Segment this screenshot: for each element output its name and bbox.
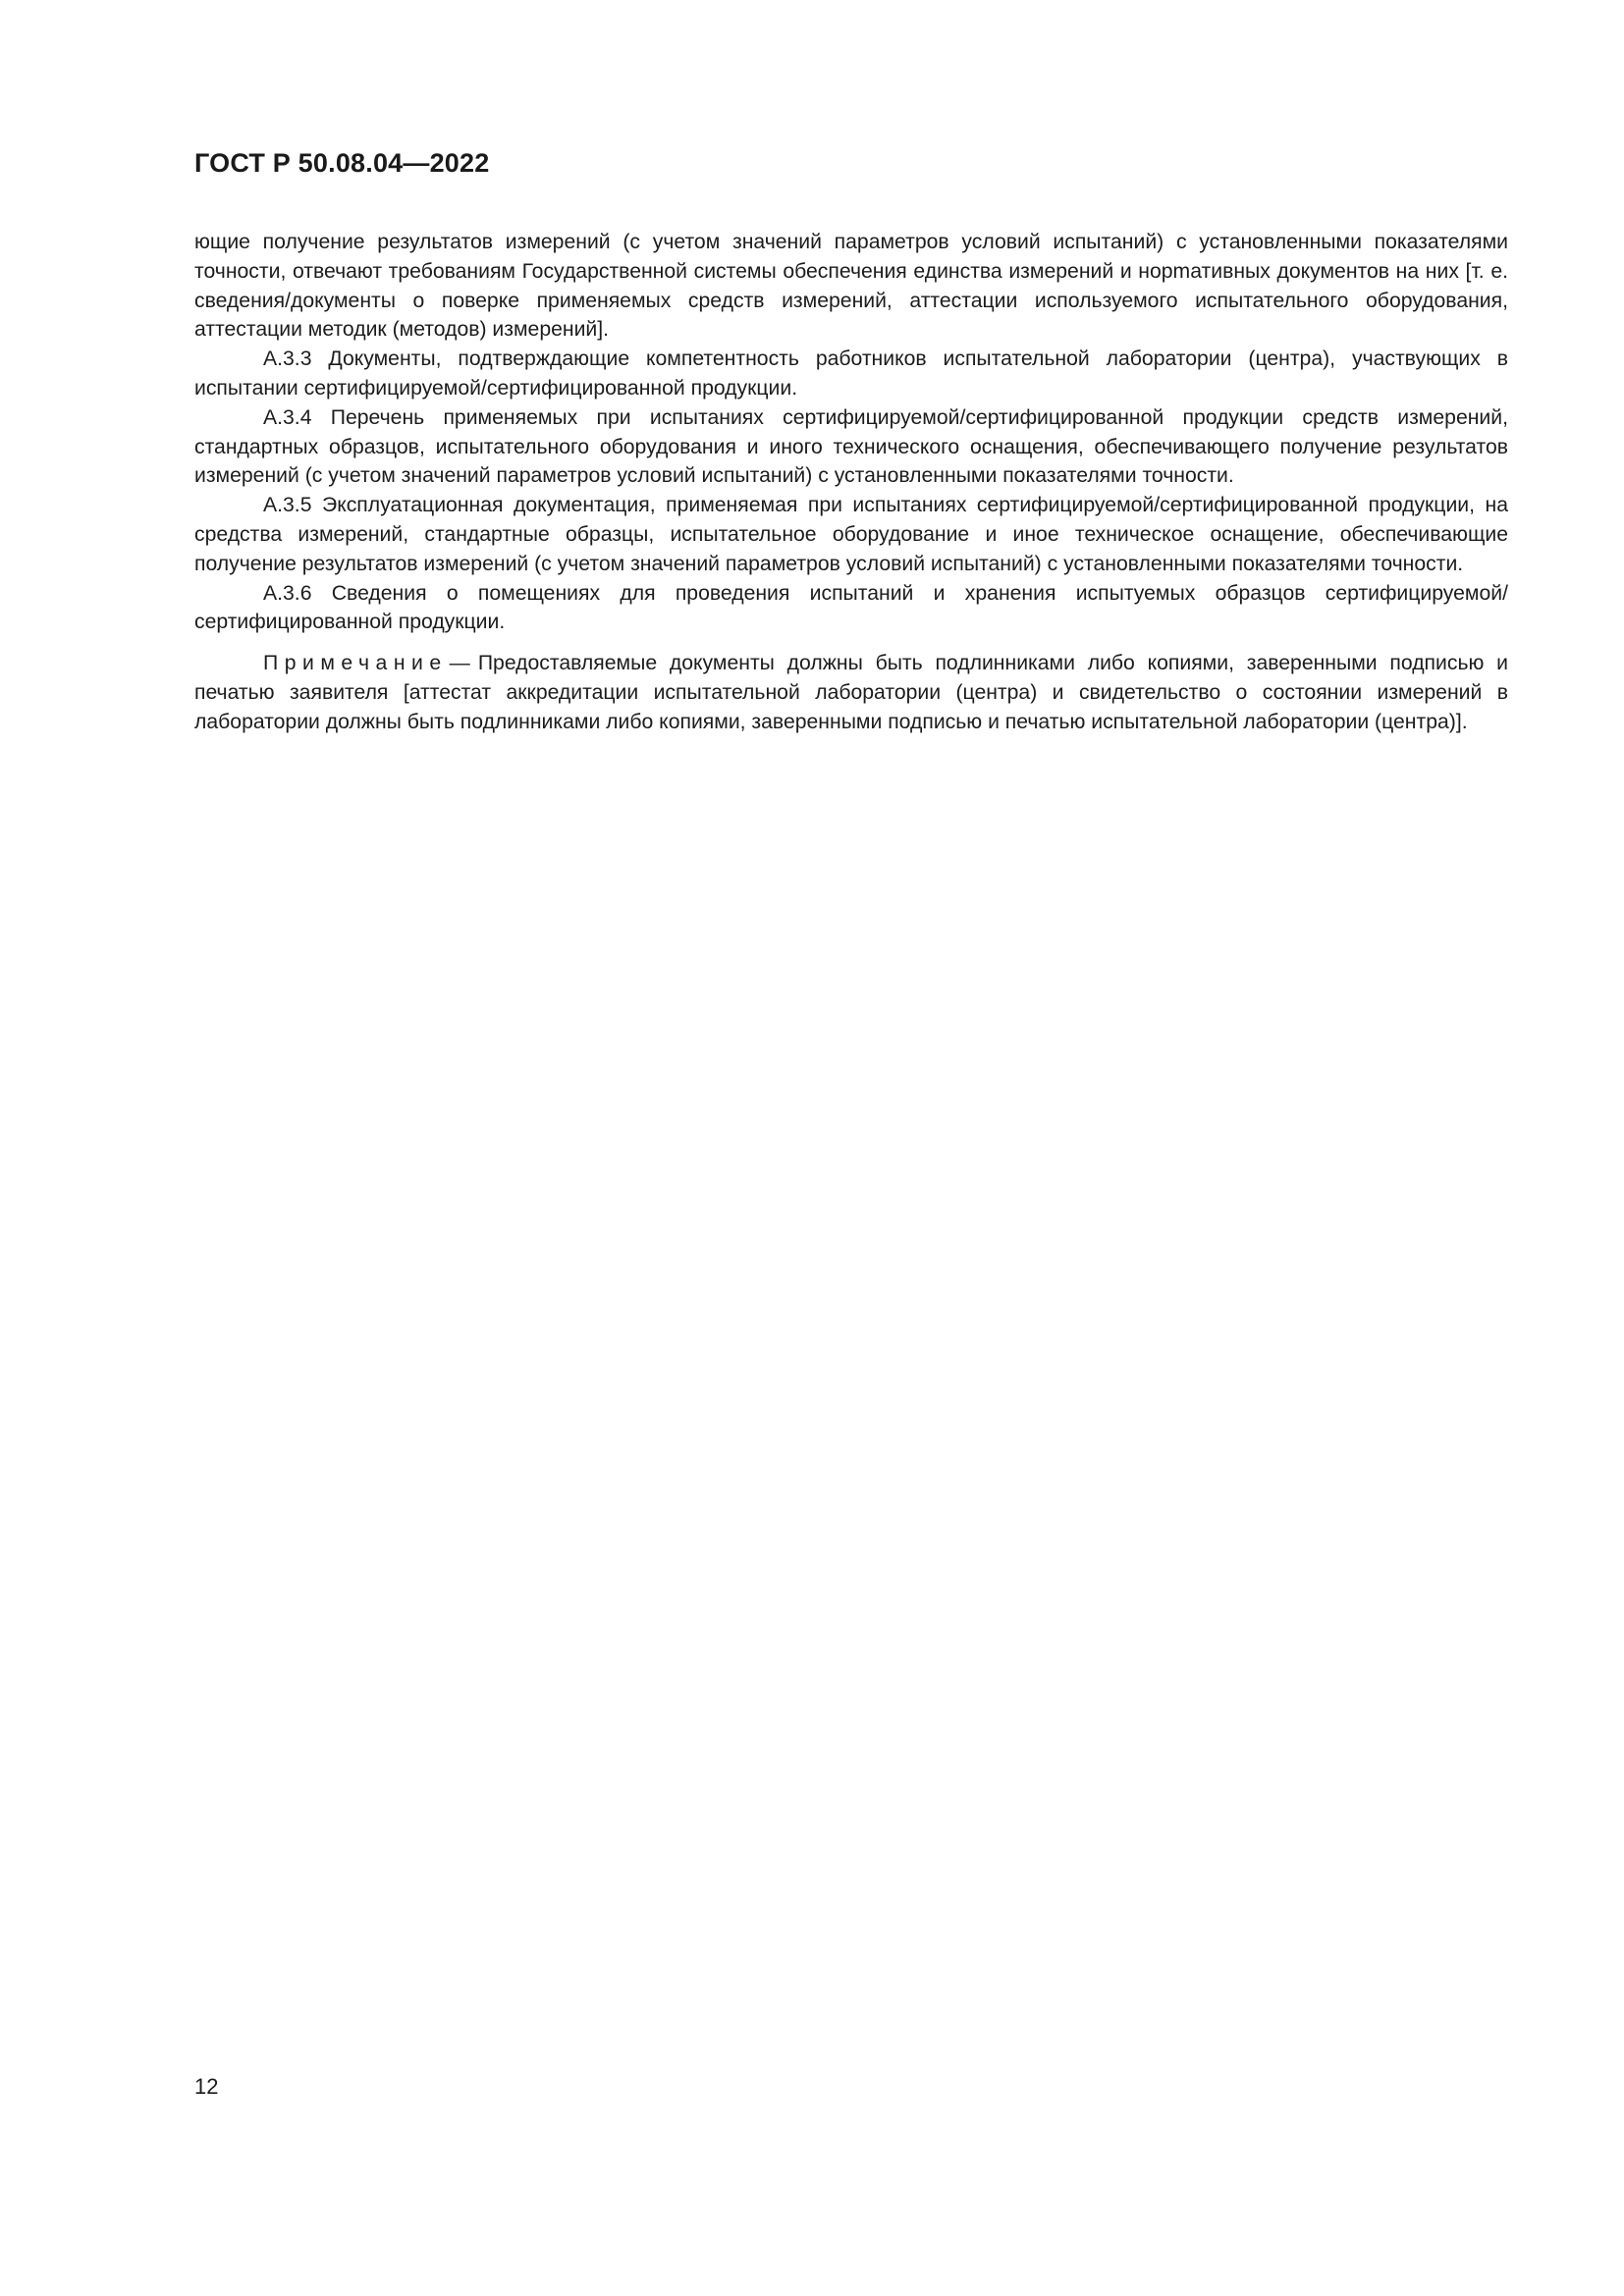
paragraph-a-3-6: А.3.6 Сведения о помещениях для проведения испытаний и хранения испытуемых образцов сертифицируемой/сертифицированной продукции. <box>194 581 1508 634</box>
paragraph-a-3-5: А.3.5 Эксплуатационная документация, применяемая при испытаниях сертифицируемой/сертифицированной продукции, на средства измерений, стандартные образцы, испытательное оборудование и иное техническое оснащение, обеспечивающие получение результатов измерений (с учетом значений параметров условий испытаний) с установленными показателями точности. <box>194 494 1508 575</box>
paragraph-continuation: ющие получение результатов измерений (с учетом значений параметров условий испытаний) с установленными показателями точности, отвечают требованиям Государственной системы обеспечения единства измерений и норmативных документов на них [т. е. сведения/документы о поверке применяемых средств измерений, аттестации используемого испытательного оборудования, аттестации методик (методов) измерений]. <box>194 231 1508 342</box>
paragraph-a-3-4: А.3.4 Перечень применяемых при испытаниях сертифицируемой/сертифицированной продукции средств измерений, стандартных образцов, испытательного оборудования и иного технического оснащения, обеспечивающего получение результатов измерений (с учетом значений параметров условий испытаний) с установленными показателями точности. <box>194 405 1508 488</box>
note-text: Предоставляемые документы должны быть подлинниками либо копиями, заверенными подписью и печатью заявителя [аттестат аккредитации испытательной лаборатории (центра) и свидетельство о состоянии измерений в лаборатории должны быть подлинниками либо копиями, заверенными подписью и печатью испытательной лаборатории (центра)]. <box>194 652 1508 733</box>
document-code-header: ГОСТ Р 50.08.04—2022 <box>194 148 490 178</box>
note-label: Примечание <box>263 652 448 675</box>
note-paragraph <box>194 649 1508 736</box>
page-number: 12 <box>194 2074 219 2099</box>
paragraph-a-3-3: А.3.3 Документы, подтверждающие компетентность работников испытательной лаборатории (центра), участвующих в испытании сертифицируемой/сертифицированной продукции. <box>194 347 1508 400</box>
note-dash: — <box>449 652 470 675</box>
document-body <box>194 228 1508 737</box>
